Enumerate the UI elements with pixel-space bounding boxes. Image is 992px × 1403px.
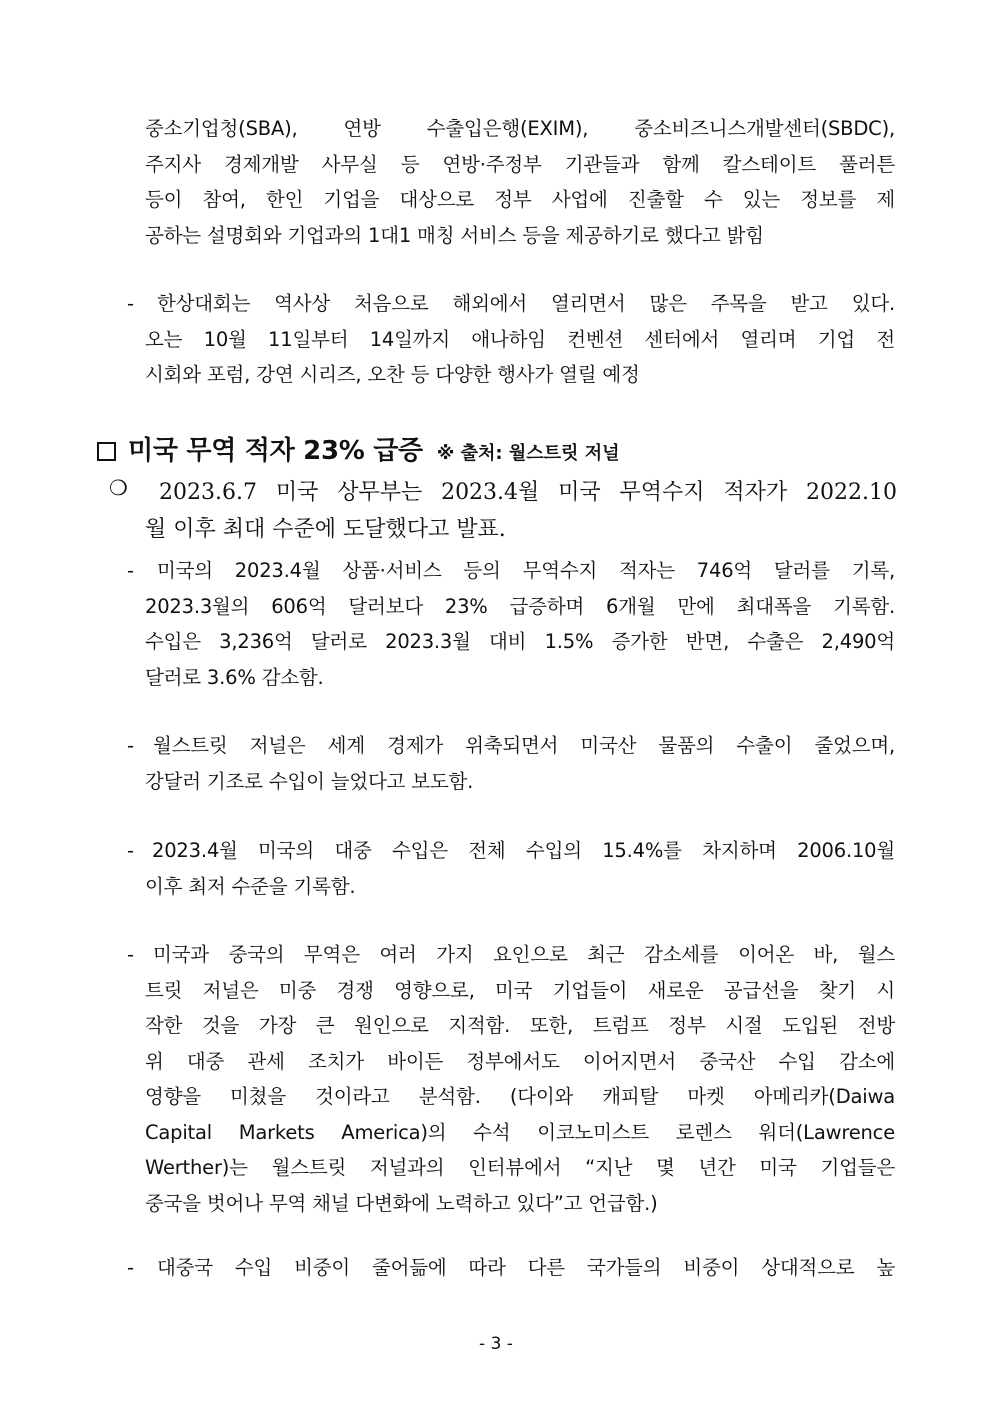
text-line: 달러로 3.6% 감소함. bbox=[145, 665, 324, 689]
bullet-dash: - bbox=[127, 1256, 135, 1279]
text-line: 이후 최저 수준을 기록함. bbox=[145, 874, 356, 898]
intro-paragraph bbox=[145, 111, 895, 253]
text-line: 2023.3월의 606억 달러보다 23% 급증하며 6개월 만에 최대폭을 기록함. bbox=[145, 594, 895, 618]
bullet-trade-deficit bbox=[145, 553, 895, 695]
bullet-us-china-trade bbox=[145, 937, 895, 1221]
text-line: 주지사 경제개발 사무실 등 연방·주정부 기관들과 함께 칼스테이트 풀러튼 bbox=[145, 152, 895, 176]
text-line: 2023.4월 미국의 대중 수입은 전체 수입의 15.4%를 차지하며 2006.10월 bbox=[152, 839, 895, 862]
text-line: 중소기업청(SBA), 연방 수출입은행(EXIM), 중소비즈니스개발센터(SBDC), bbox=[145, 117, 895, 140]
text-line: Capital Markets America)의 수석 이코노미스트 로렌스 워더(Lawrence bbox=[145, 1120, 895, 1144]
text-line: 영향을 미쳤을 것이라고 분석함. (다이와 캐피탈 마켓 아메리카(Daiwa bbox=[145, 1085, 895, 1108]
text-line: 등이 참여, 한인 기업을 대상으로 정부 사업에 진출할 수 있는 정보를 제 bbox=[145, 188, 895, 211]
text-line: 한상대회는 역사상 처음으로 해외에서 열리면서 많은 주목을 받고 있다. bbox=[157, 292, 895, 315]
text-line: 대중국 수입 비중이 줄어듦에 따라 다른 국가들의 비중이 상대적으로 높 bbox=[157, 1256, 895, 1279]
text-line: 위 대중 관세 조치가 바이든 정부에서도 이어지면서 중국산 수입 감소에 bbox=[145, 1049, 895, 1073]
text-line: 미국의 2023.4월 상품·서비스 등의 무역수지 적자는 746억 달러를 기록, bbox=[157, 559, 895, 582]
text-line: 작한 것을 가장 큰 원인으로 지적함. 또한, 트럼프 정부 시절 도입된 전방 bbox=[145, 1014, 895, 1037]
section-source: ※ 출처: 월스트릿 저널 bbox=[436, 443, 620, 464]
text-line: 2023.6.7 미국 상무부는 2023.4월 미국 무역수지 적자가 2022.10 bbox=[159, 480, 897, 505]
text-line: 월 이후 최대 수준에 도달했다고 발표. bbox=[145, 517, 506, 542]
main-item-text bbox=[145, 474, 897, 548]
text-line: 수입은 3,236억 달러로 2023.3월 대비 1.5% 증가한 반면, 수출은 2,490억 bbox=[145, 630, 895, 653]
text-line: 월스트릿 저널은 세계 경제가 위축되면서 미국산 물품의 수출이 줄었으며, bbox=[153, 734, 895, 757]
bullet-dash: - bbox=[127, 292, 135, 315]
page-number: - 3 - bbox=[479, 1334, 513, 1354]
text-line: 공하는 설명회와 기업과의 1대1 매칭 서비스 등을 제공하기로 했다고 밝힘 bbox=[145, 223, 764, 247]
section-title: 미국 무역 적자 23% 급증 bbox=[128, 436, 423, 466]
section-heading bbox=[97, 430, 619, 467]
text-line: 시회와 포럼, 강연 시리즈, 오찬 등 다양한 행사가 열릴 예정 bbox=[145, 363, 640, 386]
bullet-hansang bbox=[145, 286, 895, 393]
bullet-wsj-report bbox=[145, 728, 895, 799]
text-line: 오는 10월 11일부터 14일까지 애나하임 컨벤션 센터에서 열리며 기업 전 bbox=[145, 327, 895, 351]
checkbox-square-icon bbox=[97, 442, 116, 461]
text-line: 미국과 중국의 무역은 여러 가지 요인으로 최근 감소세를 이어온 바, 월스 bbox=[153, 943, 895, 966]
text-line: 강달러 기조로 수입이 늘었다고 보도함. bbox=[145, 769, 474, 793]
text-line: 트릿 저널은 미중 경쟁 영향으로, 미국 기업들이 새로운 공급선을 찾기 시 bbox=[145, 978, 895, 1002]
bullet-china-imports bbox=[145, 833, 895, 904]
bullet-import-share bbox=[145, 1250, 895, 1286]
text-line: Werther)는 월스트릿 저널과의 인터뷰에서 “지난 몇 년간 미국 기업들은 bbox=[145, 1156, 895, 1179]
bullet-dash: - bbox=[127, 943, 135, 966]
bullet-dash: - bbox=[127, 559, 135, 582]
text-line: 중국을 벗어나 무역 채널 다변화에 노력하고 있다”고 언급함.) bbox=[145, 1191, 658, 1215]
bullet-dash: - bbox=[127, 839, 135, 862]
bullet-dash: - bbox=[127, 734, 135, 757]
circle-bullet-icon: ❍ bbox=[109, 476, 128, 500]
